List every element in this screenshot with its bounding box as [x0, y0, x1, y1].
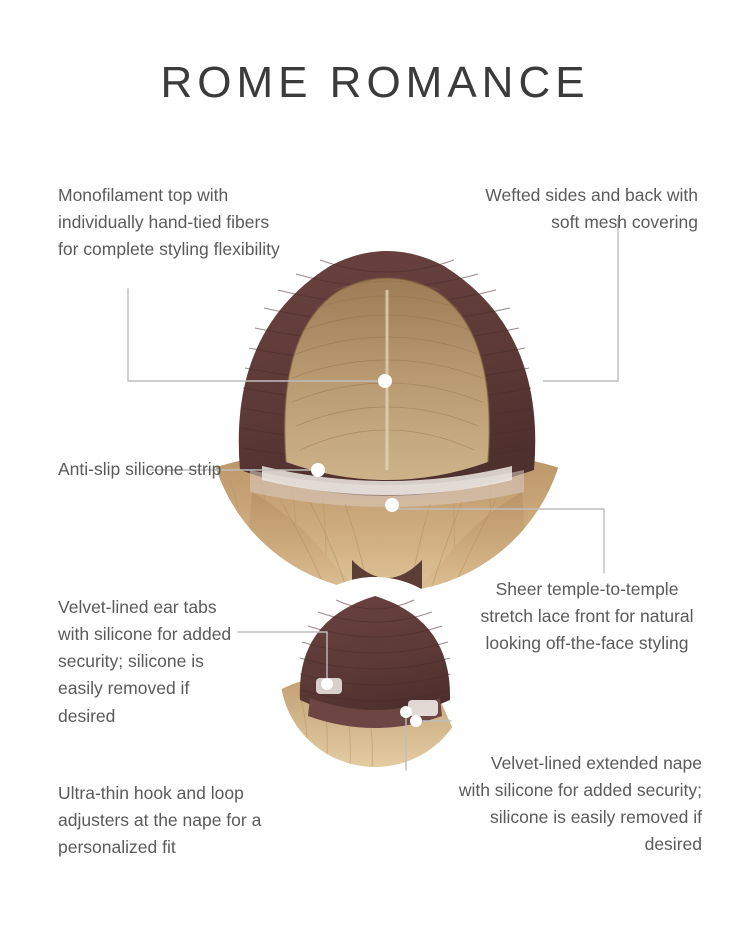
- dot-ear-tabs: [321, 678, 333, 690]
- callout-wefted-sides: Wefted sides and back with soft mesh covering: [485, 185, 698, 233]
- dot-extended-nape: [410, 715, 422, 727]
- dot-hook-and-loop: [400, 706, 412, 718]
- dot-wefted-sides: [529, 374, 543, 388]
- callout-sheer-lace-front: Sheer temple-to-temple stretch lace front for natural looking off-the-face styling: [480, 579, 694, 654]
- callout-monofilament-top: Monofilament top with individually hand-tied fibers for complete styling flexibility: [58, 185, 280, 260]
- callout-extended-nape: Velvet-lined extended nape with silicone for added security; silicone is easily removed if desired: [458, 753, 702, 855]
- page-title: ROME ROMANCE: [160, 58, 590, 107]
- callout-velvet-ear-tabs: Velvet-lined ear tabs with silicone for added security; silicone is easily removed if desired: [58, 597, 232, 726]
- callout-anti-slip-strip: Anti-slip silicone strip: [58, 459, 222, 479]
- wig-cap-nape-view: [280, 577, 470, 767]
- wig-cap-top-view: [200, 225, 580, 605]
- dot-monofilament-top: [378, 374, 392, 388]
- callout-hook-and-loop: Ultra-thin hook and loop adjusters at the nape for a personalized fit: [58, 783, 262, 858]
- dot-lace-front: [385, 498, 399, 512]
- dot-anti-slip-strip: [311, 463, 325, 477]
